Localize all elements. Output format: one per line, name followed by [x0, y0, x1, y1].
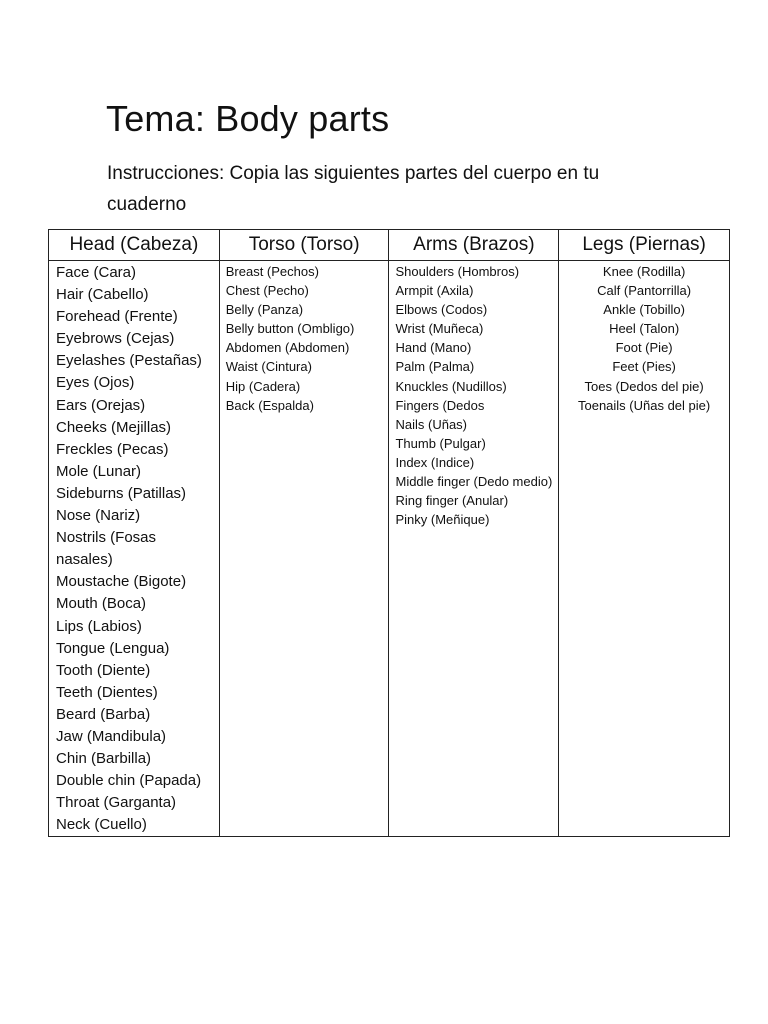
torso-cell [219, 261, 389, 837]
list-item: Sideburns (Patillas) [56, 484, 187, 502]
list-item: Ears (Orejas) [56, 396, 146, 414]
list-item: Teeth (Dientes) [56, 683, 158, 701]
list-item: Nose (Nariz) [56, 507, 141, 525]
list-item: Foot (Pie) [615, 340, 673, 356]
list-item: Lips (Labios) [56, 617, 142, 635]
list-item: Toes (Dedos del pie) [584, 378, 704, 394]
page-title: Tema: Body parts [106, 98, 390, 139]
table-row [49, 261, 730, 837]
list-item: Neck (Cuello) [56, 816, 147, 834]
list-item: Hip (Cadera) [225, 378, 301, 394]
list-item: Tongue (Lengua) [56, 639, 170, 657]
list-item: Heel (Talon) [609, 321, 680, 337]
list-item: Ankle (Tobillo) [603, 302, 685, 318]
list-item: Nostrils (Fosas nasales) [56, 529, 157, 569]
list-item: Knee (Rodilla) [602, 264, 686, 279]
list-item: Throat (Garganta) [56, 794, 177, 812]
header-legs: Legs (Piernas) [559, 230, 730, 261]
list-item: Shoulders (Hombros) [395, 264, 520, 279]
list-item: Toenails (Uñas del pie) [577, 397, 711, 413]
header-arms: Arms (Brazos) [389, 230, 559, 261]
list-item: Wrist (Muñeca) [395, 321, 484, 337]
head-cell [49, 261, 220, 837]
instructions-text: Instrucciones: Copia las siguientes partes del cuerpo en tu cuaderno [107, 163, 600, 215]
list-item: Mouth (Boca) [56, 595, 147, 613]
list-item: Moustache (Bigote) [56, 573, 187, 591]
list-item: Abdomen (Abdomen) [225, 340, 350, 356]
list-item: Double chin (Papada) [56, 772, 202, 790]
list-item: Palm (Palma) [395, 359, 475, 375]
list-item: Feet (Pies) [612, 359, 676, 375]
legs-cell [559, 261, 730, 837]
list-item: Ring finger (Anular) [395, 493, 509, 509]
torso-list [220, 261, 389, 415]
list-item: Forehead (Frente) [56, 308, 178, 326]
arms-list [389, 261, 558, 529]
legs-list [559, 261, 729, 415]
list-item: Face (Cara) [56, 264, 137, 281]
head-list [49, 261, 219, 836]
list-item: Fingers (Dedos [395, 397, 485, 413]
list-item: Chest (Pecho) [225, 283, 309, 299]
list-item: Eyelashes (Pestañas) [56, 352, 202, 370]
list-item: Mole (Lunar) [56, 462, 142, 480]
body-parts-table [48, 229, 730, 837]
table-header-row [49, 230, 730, 261]
list-item: Beard (Barba) [56, 705, 151, 723]
list-item: Middle finger (Dedo medio) [395, 474, 553, 490]
list-item: Elbows (Codos) [395, 302, 488, 318]
list-item: Tooth (Diente) [56, 661, 151, 679]
list-item: Hair (Cabello) [56, 286, 149, 304]
list-item: Knuckles (Nudillos) [395, 378, 507, 394]
header-torso: Torso (Torso) [219, 230, 389, 261]
list-item: Breast (Pechos) [225, 264, 319, 279]
list-item: Waist (Cintura) [225, 359, 312, 375]
list-item: Belly button (Ombligo) [225, 321, 355, 337]
arms-cell [389, 261, 559, 837]
list-item: Nails (Uñas) [395, 416, 467, 432]
header-head: Head (Cabeza) [49, 230, 220, 261]
list-item: Freckles (Pecas) [56, 440, 169, 458]
list-item: Calf (Pantorrilla) [597, 283, 692, 299]
list-item: Armpit (Axila) [395, 283, 474, 299]
list-item: Pinky (Meñique) [395, 512, 490, 528]
list-item: Back (Espalda) [225, 397, 314, 413]
list-item: Eyebrows (Cejas) [56, 330, 175, 348]
list-item: Eyes (Ojos) [56, 374, 135, 392]
list-item: Hand (Mano) [395, 340, 472, 356]
list-item: Chin (Barbilla) [56, 750, 152, 768]
list-item: Index (Indice) [395, 454, 475, 470]
list-item: Thumb (Pulgar) [395, 435, 486, 451]
list-item: Jaw (Mandibula) [56, 727, 167, 745]
list-item: Cheeks (Mejillas) [56, 418, 172, 436]
list-item: Belly (Panza) [225, 302, 304, 318]
